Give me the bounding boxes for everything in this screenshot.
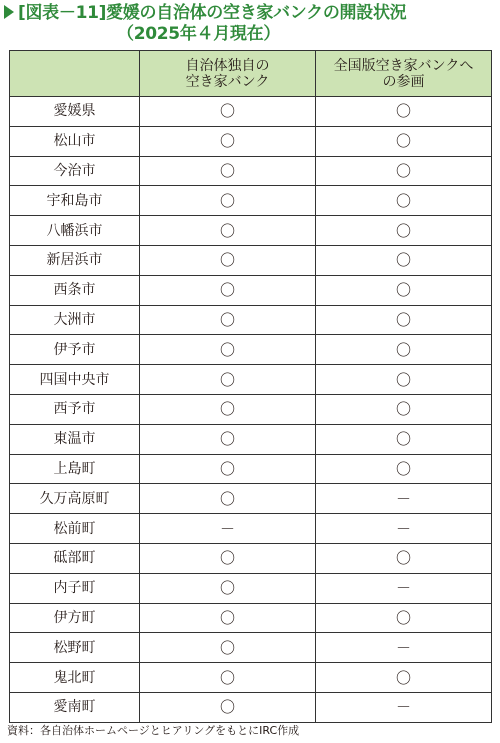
municipality-cell: 鬼北町 [10,663,140,693]
own-bank-cell: 〇 [140,454,316,484]
table-row [10,692,492,722]
own-bank-cell: 〇 [140,245,316,275]
own-bank-cell: 〇 [140,633,316,663]
table-row [10,514,492,544]
own-bank-cell: 〇 [140,216,316,246]
national-bank-cell: 〇 [316,305,492,335]
national-bank-cell: 〇 [316,603,492,633]
national-bank-cell: 〇 [316,245,492,275]
own-bank-cell: 〇 [140,424,316,454]
national-bank-cell: 〇 [316,275,492,305]
own-bank-cell: 〇 [140,394,316,424]
table-row [10,394,492,424]
vacant-house-bank-table [9,50,492,723]
municipality-cell: 八幡浜市 [10,216,140,246]
national-bank-cell: － [316,484,492,514]
title-date: （2025年４月現在） [117,24,281,44]
own-bank-cell: 〇 [140,305,316,335]
municipality-cell: 今治市 [10,156,140,186]
table-row [10,305,492,335]
table-row [10,97,492,127]
national-bank-cell: 〇 [316,335,492,365]
table-row [10,245,492,275]
table-row [10,603,492,633]
municipality-cell: 大洲市 [10,305,140,335]
table-row [10,454,492,484]
national-bank-cell: － [316,692,492,722]
municipality-cell: 愛南町 [10,692,140,722]
own-bank-cell: 〇 [140,275,316,305]
own-bank-cell: 〇 [140,186,316,216]
national-bank-cell: 〇 [316,186,492,216]
municipality-cell: 砥部町 [10,543,140,573]
municipality-cell: 内子町 [10,573,140,603]
figure-title [4,2,498,46]
municipality-cell: 四国中央市 [10,365,140,395]
own-bank-cell: 〇 [140,543,316,573]
own-bank-cell: 〇 [140,663,316,693]
own-bank-cell: 〇 [140,573,316,603]
municipality-cell: 東温市 [10,424,140,454]
municipality-cell: 新居浜市 [10,245,140,275]
national-bank-cell: － [316,633,492,663]
table-row [10,126,492,156]
municipality-cell: 松前町 [10,514,140,544]
municipality-cell: 宇和島市 [10,186,140,216]
national-bank-cell: 〇 [316,216,492,246]
triangle-marker-icon [4,5,14,19]
table-row [10,156,492,186]
municipality-cell: 愛媛県 [10,97,140,127]
national-bank-cell: 〇 [316,454,492,484]
table-row [10,275,492,305]
national-bank-cell: 〇 [316,663,492,693]
municipality-cell: 伊方町 [10,603,140,633]
source-note: 資料：各自治体ホームページとヒアリングをもとにIRC作成 [7,724,300,737]
national-bank-cell: 〇 [316,543,492,573]
own-bank-cell: 〇 [140,335,316,365]
municipality-cell: 松山市 [10,126,140,156]
own-bank-cell: 〇 [140,97,316,127]
table-row [10,663,492,693]
municipality-cell: 上島町 [10,454,140,484]
national-bank-cell: 〇 [316,424,492,454]
own-bank-cell: 〇 [140,126,316,156]
table-body [10,97,492,723]
municipality-cell: 伊予市 [10,335,140,365]
title-main: [図表－11]愛媛の自治体の空き家バンクの開設状況 [18,3,407,23]
table-row [10,573,492,603]
table-row [10,335,492,365]
national-bank-cell: 〇 [316,394,492,424]
own-bank-cell: 〇 [140,156,316,186]
header-municipality [10,51,140,97]
national-bank-cell: 〇 [316,365,492,395]
national-bank-cell: 〇 [316,156,492,186]
national-bank-cell: 〇 [316,97,492,127]
table-header-row [10,51,492,97]
table-row [10,216,492,246]
table-row [10,543,492,573]
own-bank-cell: 〇 [140,365,316,395]
table-row [10,365,492,395]
own-bank-cell: 〇 [140,484,316,514]
municipality-cell: 久万高原町 [10,484,140,514]
municipality-cell: 松野町 [10,633,140,663]
table-row [10,424,492,454]
table-row [10,633,492,663]
header-own-bank: 自治体独自の 空き家バンク [140,51,316,97]
national-bank-cell: － [316,514,492,544]
table-row [10,186,492,216]
municipality-cell: 西条市 [10,275,140,305]
municipality-cell: 西予市 [10,394,140,424]
national-bank-cell: － [316,573,492,603]
header-national-bank: 全国版空き家バンクへ の参画 [316,51,492,97]
own-bank-cell: 〇 [140,603,316,633]
own-bank-cell: － [140,514,316,544]
own-bank-cell: 〇 [140,692,316,722]
national-bank-cell: 〇 [316,126,492,156]
table-row [10,484,492,514]
